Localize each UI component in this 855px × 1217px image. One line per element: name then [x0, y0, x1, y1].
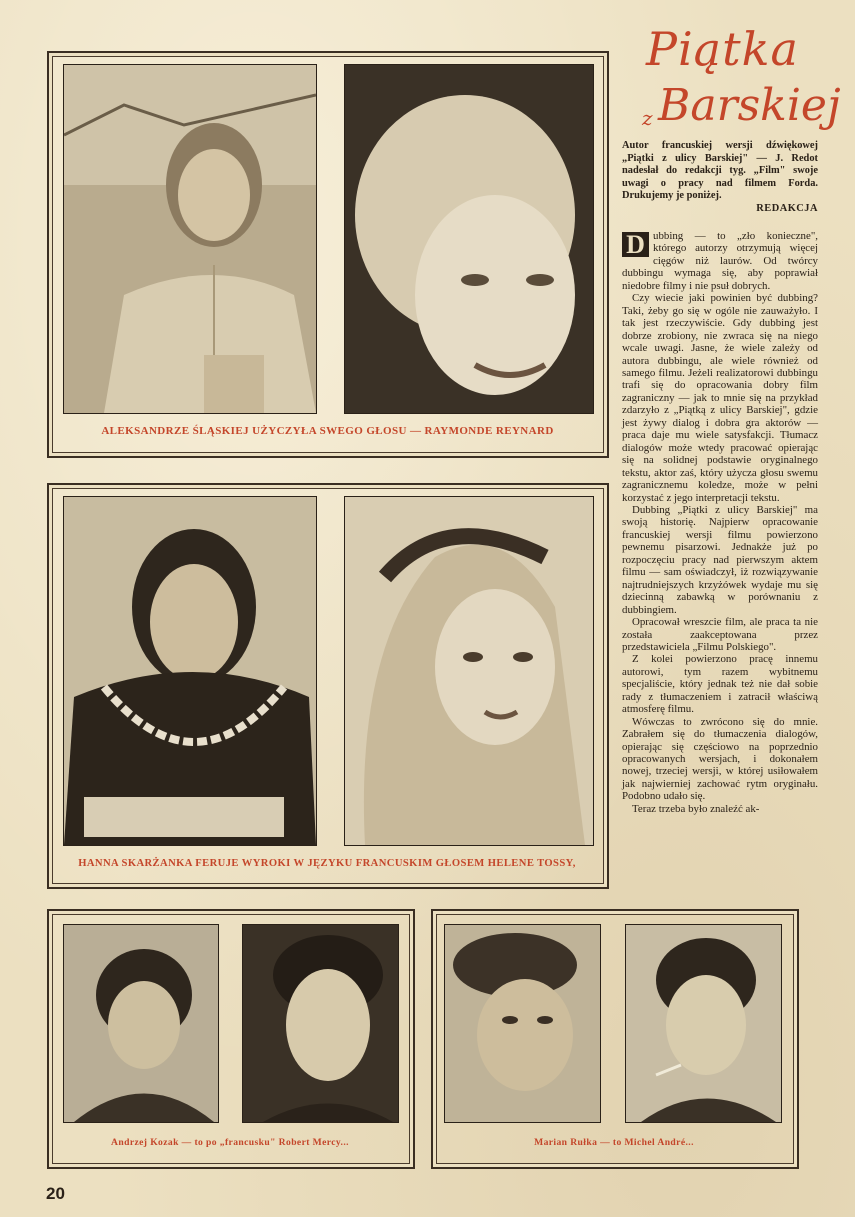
photo-tossy	[344, 496, 594, 846]
photo-andre	[625, 924, 782, 1123]
article-paragraph: Teraz trzeba było znaleźć ak-	[632, 802, 760, 815]
caption-middle: HANNA SKARŻANKA FERUJE WYROKI W JĘZYKU FRANCUSKIM GŁOSEM HELENE TOSSY,	[78, 858, 576, 869]
caption-top: ALEKSANDRZE ŚLĄSKIEJ UŻYCZYŁA SWEGO GŁOSU — RAYMONDE REYNARD	[101, 425, 554, 437]
photo-slaska	[63, 64, 317, 414]
caption-bottom-right: Marian Rułka — to Michel André...	[534, 1137, 694, 1148]
editorial-intro	[622, 140, 818, 216]
intro-text: Autor francuskiej wersji dźwiękowej „Piątki z ulicy Barskiej" — J. Redot nadesłał do redakcji tyg. „Film" swoje uwagi o pracy nad filmem Forda. Drukujemy je poniżej.	[622, 140, 818, 202]
article-paragraph: Opracował wreszcie film, ale praca ta nie została zaakceptowana przez przedstawiciela „Filmu Polskiego".	[622, 616, 818, 653]
title-z: z	[642, 106, 653, 130]
article-paragraph: D ubbing — to „zło konieczne", którego autorzy otrzymują więcej cięgów niż laurów. Od twórcy dubbingu wymaga się, aby poprawiał niedobre filmy i nie psuł dobrych.	[622, 230, 818, 292]
title-line-2: Barskiej	[658, 80, 841, 131]
photo-rulka	[444, 924, 601, 1123]
page-number: 20	[46, 1184, 65, 1203]
article-paragraph: Wówczas to zwrócono się do mnie. Zabrałem się do tłumaczenia dialogów, opierając się częściowo na poprzednio opracowanych wersjach, i dokonałem nowej, trzeciej wersji, w której usiłowałem jak najwierniej zachować rytm oryginału. Podobno udało się.	[622, 715, 818, 803]
intro-signature: REDAKCJA	[756, 202, 818, 214]
article-column	[622, 230, 818, 815]
caption-bottom-left: Andrzej Kozak — to po „francusku" Robert Mercy...	[111, 1137, 349, 1148]
drop-cap: D	[622, 232, 649, 257]
photo-reynard	[344, 64, 594, 414]
article-title	[638, 14, 848, 144]
photo-mercy	[242, 924, 399, 1123]
photo-skarzanka	[63, 496, 317, 846]
photo-kozak	[63, 924, 219, 1123]
article-paragraph: Z kolei powierzono pracę innemu autorowi, tym razem wybitnemu specjaliście, który jednak też nie dał sobie rady z tłumaczeniem i zatracił właściwą atmosferę filmu.	[622, 653, 818, 716]
title-line-1: Piątka	[646, 22, 799, 76]
article-paragraph: Dubbing „Piątki z ulicy Barskiej" ma swoją historię. Najpierw opracowanie francuskiej wersji filmu powierzono pewnemu pisarzowi. Jednakże już po rozpoczęciu pracy nad pierwszym aktem filmu — sam oświadczył, iż rozwiązywanie najtrudniejszych krzyżówek wydaje mu się dziecinną zabawką w porównaniu z dubbingiem.	[622, 503, 818, 616]
article-paragraph: Czy wiecie jaki powinien być dubbing? Taki, żeby go się w ogóle nie zauważyło. I tak jest rzeczywiście. Gdy dubbing jest dobrze zrobiony, nie zwraca się na niego wcale uwagi. Jasne, że wiele zależy od autora dubbingu, ale wiele również od samego filmu. Jeżeli realizatorowi dubbingu trafi się do opracowania dobry film zagraniczny — jak to mnie się na przykład zdarzyło z „Piątką z ulicy Barskiej", gdzie jest żywy dialog i dobra gra aktorów — praca daje mu wiele satysfakcji. Tłumacz dialogów może wtedy pracować opierając się na solidnej podstawie oryginalnego tekstu, aktor zaś, który użycza głosu swemu zagranicznemu koledze, może w pełni korzystać z jego interpretacji tekstu.	[622, 292, 818, 504]
